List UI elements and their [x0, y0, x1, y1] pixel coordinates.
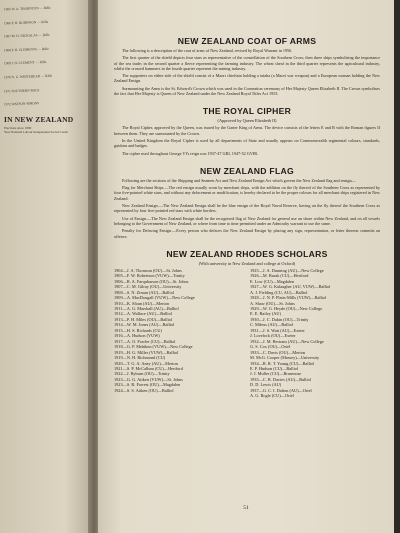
section-title: THE ROYAL CIPHER: [202, 106, 292, 117]
scholar-entry: 1932—J. M. Bertram (AU)—New College: [250, 338, 324, 344]
scholar-entry: 1918—G. P. Mehtken (VUW)—New College: [114, 344, 193, 350]
section-title: NEW ZEALAND RHODES SCHOLARS: [166, 248, 328, 259]
left-page-text: [0, 0, 92, 106]
paragraph: The first quarter of the shield depicts four stars as representative of the constellation of the Southern Cross; then three ships symbolising the importance of the sea trade; in the second quarter a fleece representing the farming industry. The wheat sheaf in the third quarter represents the agricultural industry, whilst the crossed hammers in the fourth quarter represent the mining industry.: [114, 55, 380, 71]
paragraph: The supporters on either side of the shield consist of a Maori chieftain holding a taiaha (a Maori war weapon) and a European woman holding the New Zealand Ensign.: [114, 73, 380, 84]
paragraph: Flag for Merchant Ships.—The red ensign usually worn by merchant ships, with the addition on the fly thereof of the Southern Cross as represented by four five-pointed white stars, and without any defacement or modification, is hereby declared to be the proper colours for all merchant ships registered in New Zealand.: [114, 185, 380, 201]
left-page-subheading: Elections since 1890: [4, 125, 32, 130]
left-page-heading: IN NEW ZEALAND: [4, 114, 74, 124]
scholar-entry: 1911—A. G. Marshall (AU)—Balliol: [114, 306, 179, 311]
scholar-entry: 1922—J. Ryburn (OU)—Trinity: [114, 371, 170, 377]
scholar-entry: A. G. Bogle (CU)—Oriel: [250, 393, 294, 399]
left-page-entry: 1965 W. A. THORNTON — Rifle: [3, 5, 51, 12]
scholar-entry: 1928—J. N. P. Platts-Mills (VUW)—Balliol: [250, 295, 327, 301]
section-title: NEW ZEALAND COAT OF ARMS: [177, 36, 317, 46]
scholar-entry: 1914—W. M. Jones (AU)—Balliol: [114, 322, 175, 328]
scholar-entry: 1909—A. MacDougall (VUW)—New College: [114, 295, 195, 301]
paragraph: Surmounting the Arms is the St. Edward's Crown which was used in the Coronation ceremony of Her Majesty Queen Elizabeth II. The Crown symbolises the fact that Her Majesty is Queen of New Zealand under the New Zealand Royal Titles Act 1953.: [114, 85, 380, 97]
scholar-entry: 1923—G. G. Aitken (VUW)—St. Johns: [114, 376, 183, 382]
scholar-entry: 1935—C. R. Davies (AU)—Balliol: [250, 376, 311, 382]
scholar-entry: E. Low (CU)—Magdalen: [250, 278, 295, 284]
scholar-entry: G. S. Cox (OU)—Oriel: [250, 344, 291, 350]
scholar-entry: 1912—A. Wallace (AU)—Balliol: [114, 311, 172, 317]
scholar-entry: J. Lovelock (OU)—Exeter: [250, 333, 296, 339]
paragraph: In the United Kingdom the Royal Cipher is used by all departments of State and usually appears on Commonwealth regimental colours, standards, guidons and badges.: [114, 137, 380, 149]
background-edge: [394, 0, 400, 533]
paragraph: Penalty for Defacing Ensign.—Every person who defaces the New Zealand Ensign by placing any sign, representation, or letter thereon commits an offence.: [114, 228, 380, 239]
left-page-columns: Year National Labour Independent Social Credit: [4, 130, 68, 135]
left-page-entry: 1967 M. D. NICKALAS — Rifle: [3, 33, 50, 39]
scholar-entry: E. P. Hudson (CU)—Balliol: [250, 365, 299, 371]
scholar-entry: 1908—S. N. Ziman (AU)—Balliol: [114, 289, 175, 295]
scholar-entry: 1920—T. G. A. Aney (AU)—Merton: [114, 360, 178, 366]
section-subtitle: (With university in New Zealand and college at Oxford): [198, 260, 296, 266]
scholar-entry: 1915—H. S. Richards (CU): [114, 327, 162, 333]
scholar-entry: C. Mileus (AU)—Balliol: [250, 322, 294, 328]
paragraph: The following is a description of the coat of arms of New Zealand, revised by Royal Warrant in 1956.: [122, 48, 293, 53]
facing-left-page: [0, 0, 92, 533]
left-page-entry: 1968 P. H. CLEMENTS — Rifle: [3, 46, 49, 53]
section-subtitle: (Approved by Queen Elizabeth II): [217, 118, 277, 124]
section-coat-of-arms: [114, 36, 380, 96]
left-page-entry: 1969 I. H. CLEMENT — Rifle: [3, 60, 47, 66]
scholar-entry: J. J. Muller (CU)—Brasenose: [250, 371, 302, 377]
left-page-entry: 1970 N. G. WHITEHEAD — Rifle: [3, 73, 53, 80]
scholar-entry: 1929—W. G. Heyde (OU)—New College: [250, 306, 323, 311]
scholar-entry: 1910—K. Sloan (AU)—Merton: [114, 300, 170, 306]
scholar-entry: 1925—J. A. Dunning (AU)—New College: [250, 267, 324, 273]
scholar-entry: 1906—R. A. Farquharson (OU)—St. Johns: [114, 278, 189, 284]
scholar-entry: 1919—H. G. Miller (VUW)—Balliol: [114, 349, 179, 355]
scholar-entry: 1926—M. Burak (CU)—Hertford: [250, 273, 309, 279]
left-page-entry: 1971 SOUTHERN RACE: [3, 87, 40, 93]
scholar-entry: E. E. Bailey (AU): [250, 311, 281, 317]
scholar-entry: A. J. Fielding (CU, AU)—Balliol: [250, 289, 308, 295]
scholar-entry: 1904—J. A. Thomson (OU)—St. Johns: [114, 267, 182, 273]
paragraph: The cipher used throughout George VI's reign was 1937-47 GRI, 1947-52 GVIR.: [122, 150, 259, 156]
scholar-entry: 1933—C. Davis (OU)—Merton: [250, 349, 306, 355]
scholars-column-right: [250, 268, 380, 399]
scholar-entry: 1917—A. O. Fowler (CU)—Balliol: [114, 338, 176, 344]
scholar-entry: 1921—S. P. McCallum (CU)—Hertford: [114, 365, 183, 371]
scholar-entry: 1924—S. S. Aitken (OU)—Balliol: [114, 387, 174, 393]
section-rhodes-scholars: [114, 249, 380, 399]
left-page-entry: 1966 P. H. ROBINSON — Rifle: [3, 19, 49, 26]
book-page: [98, 0, 394, 533]
scholar-entry: 1931—J. S. Watt (AU)—Exeter: [250, 327, 305, 333]
paragraph: Use of Ensign.—The New Zealand Ensign shall be the recognised flag of New Zealand for general use on shore within New Zealand, and on all vessels belonging to the Government of New Zealand, or where from time to time permitted under an Admiralty warrant to use the same.: [114, 215, 380, 226]
scholar-entry: A. Shaw (OU)—St. Johns: [250, 300, 295, 306]
scholar-entry: 1905—F. W. Robertson (VUW)—Trinity: [114, 273, 185, 279]
page-number: 51: [243, 505, 249, 511]
paragraph: New Zealand Ensign.—The New Zealand Ensign shall be the blue ensign of the Royal Naval Reserve, having on the fly thereof the Southern Cross as represented by four five-pointed red stars with white borders.: [114, 203, 380, 214]
paragraph: The Royal Cipher, approved by the Queen, was issued by the Garter King of Arms. The device consists of the letters E and R with the Roman figures II between them. They are surmounted by the Crown.: [114, 125, 380, 136]
scholar-entry: 1934—R. R. T. Young (CU)—Balliol: [250, 360, 315, 366]
scholar-entry: 1927—W. G. Kalaugher (AU, VUW)—Balliol: [250, 284, 331, 290]
left-page-entry: 1972 WATSON SIMONS: [3, 101, 40, 107]
section-title: NEW ZEALAND FLAG: [199, 165, 295, 176]
scholars-list: [114, 268, 380, 399]
scholar-entry: 1923—S. R. Forrest (OU)—Magdalen: [114, 382, 181, 388]
scholar-entry: 1916—A. Hudson (VUW): [114, 333, 160, 339]
scholar-entry: 1919—N. H. Richmond (CU): [114, 355, 166, 361]
paragraph: Following are the sections of the Shipping and Seamen Act and New Zealand Ensign Act which govern the New Zealand flag and ensign—: [122, 177, 356, 183]
scholar-entry: 1913—P. H. Miles (OU)—Balliol: [114, 316, 173, 322]
section-royal-cipher: [114, 106, 380, 155]
scholar-entry: 1907—C. M. Gilray (OU)—University: [114, 284, 182, 290]
scholar-entry: 1930—J. C. Dakin (OU)—Trinity: [250, 316, 309, 322]
scholar-entry: 1937—G. C. I. Dalton (AU)—Oriel: [250, 387, 312, 393]
section-flag: [114, 166, 380, 239]
scholar-entry: D. D. Lewis (AU): [250, 382, 282, 388]
scholar-entry: M. McG. Cooper (Massey)—University: [250, 355, 320, 361]
scholars-column-left: [114, 268, 244, 399]
